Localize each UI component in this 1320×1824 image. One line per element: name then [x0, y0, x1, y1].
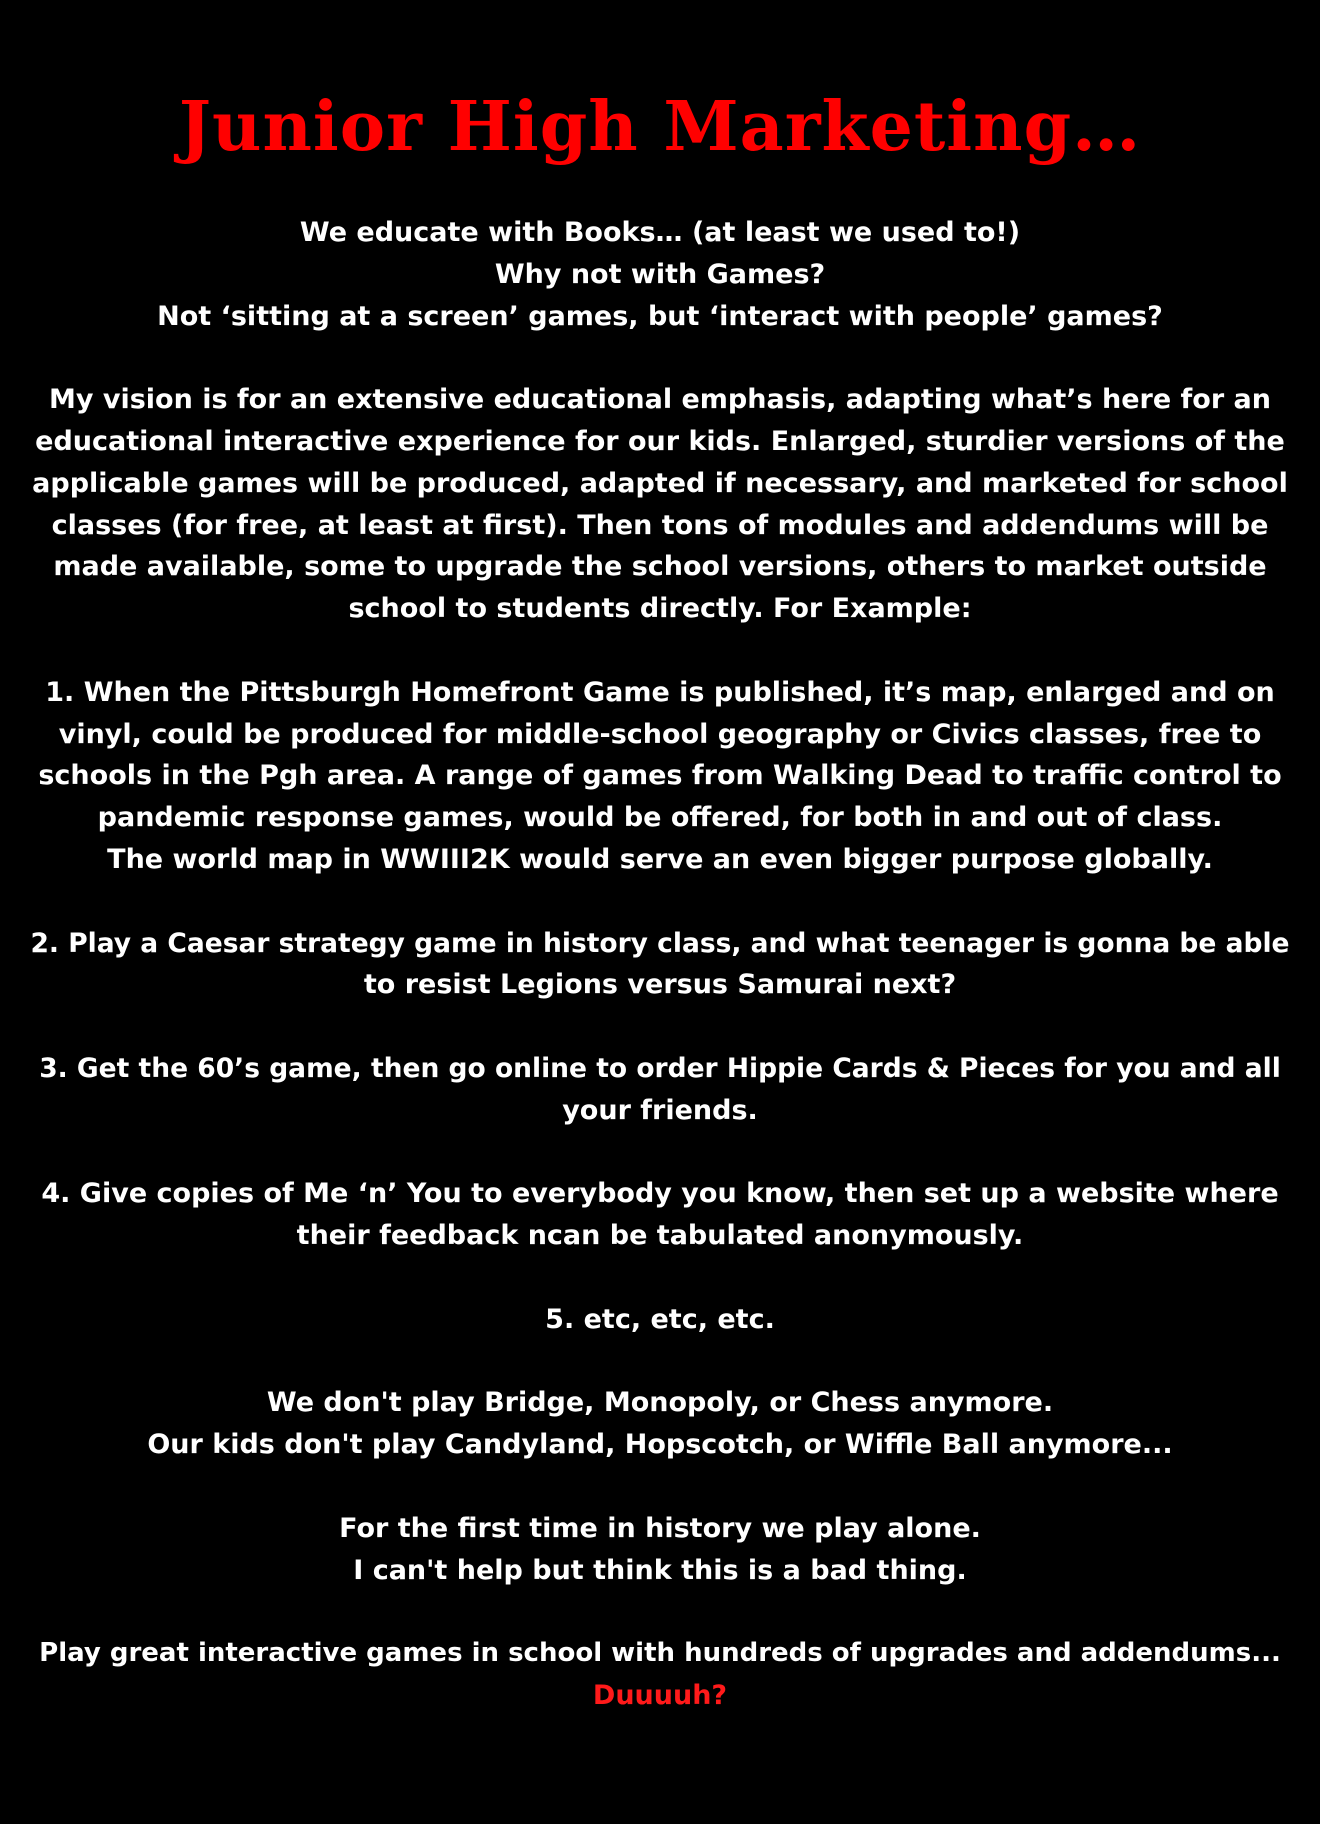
- closing-line: For the first time in history we play alone.: [339, 1512, 981, 1544]
- intro-line: Not ‘sitting at a screen’ games, but ‘interact with people’ games?: [157, 300, 1163, 332]
- example-item-1: [30, 672, 1290, 881]
- example-line: The world map in WWIII2K would serve an even bigger purpose globally.: [107, 843, 1213, 875]
- example-line: 1. When the Pittsburgh Homefront Game is published, it’s map, enlarged and on: [45, 676, 1275, 708]
- example-line: schools in the Pgh area. A range of games from Walking Dead to traffic control to: [38, 760, 1282, 792]
- final-line: Play great interactive games in school with hundreds of upgrades and addendums...: [39, 1638, 1281, 1669]
- page-title: Junior High Marketing…: [178, 87, 1142, 167]
- intro-line: We educate with Books… (at least we used to!): [299, 217, 1021, 248]
- final-paragraph: [30, 1633, 1290, 1717]
- example-line: your friends.: [562, 1094, 758, 1126]
- intro-paragraph: [30, 212, 1290, 337]
- example-item-5: [30, 1299, 1290, 1341]
- vision-line: educational interactive experience for our kids. Enlarged, sturdier versions of the: [35, 425, 1285, 457]
- closing-line: We don't play Bridge, Monopoly, or Chess anymore.: [266, 1387, 1054, 1419]
- closing-line: I can't help but think this is a bad thing.: [353, 1554, 967, 1586]
- vision-line: made available, some to upgrade the school versions, others to market outside: [53, 551, 1267, 583]
- vision-paragraph: [30, 379, 1290, 630]
- example-line: 4. Give copies of Me ‘n’ You to everybody you know, then set up a website where: [41, 1178, 1279, 1210]
- example-item-2: [30, 923, 1290, 1007]
- example-line: pandemic response games, would be offered, for both in and out of class.: [97, 802, 1223, 834]
- vision-line: My vision is for an extensive educational emphasis, adapting what’s here for an: [48, 384, 1271, 416]
- intro-line: Why not with Games?: [494, 258, 826, 290]
- example-line: their feedback ncan be tabulated anonymously.: [296, 1220, 1024, 1252]
- example-line: to resist Legions versus Samurai next?: [363, 969, 957, 1001]
- closing-alone-paragraph: [30, 1508, 1290, 1592]
- example-line: 2. Play a Caesar strategy game in history class, and what teenager is gonna be able: [30, 927, 1290, 959]
- example-line: 3. Get the 60’s game, then go online to order Hippie Cards & Pieces for you and all: [39, 1052, 1281, 1084]
- closing-line: Our kids don't play Candyland, Hopscotch, or Wiffle Ball anymore...: [147, 1429, 1173, 1461]
- vision-line: classes (for free, at least at first). Then tons of modules and addendums will be: [51, 509, 1269, 541]
- document-body: [30, 212, 1290, 1717]
- vision-line: school to students directly. For Example:: [348, 593, 972, 625]
- punchline: Duuuuh?: [592, 1679, 728, 1711]
- vision-line: applicable games will be produced, adapted if necessary, and marketed for school: [32, 467, 1288, 499]
- closing-play-paragraph: [30, 1382, 1290, 1466]
- example-item-3: [30, 1048, 1290, 1132]
- example-line: 5. etc, etc, etc.: [545, 1303, 775, 1335]
- example-line: vinyl, could be produced for middle-school geography or Civics classes, free to: [58, 718, 1262, 750]
- example-item-4: [30, 1173, 1290, 1257]
